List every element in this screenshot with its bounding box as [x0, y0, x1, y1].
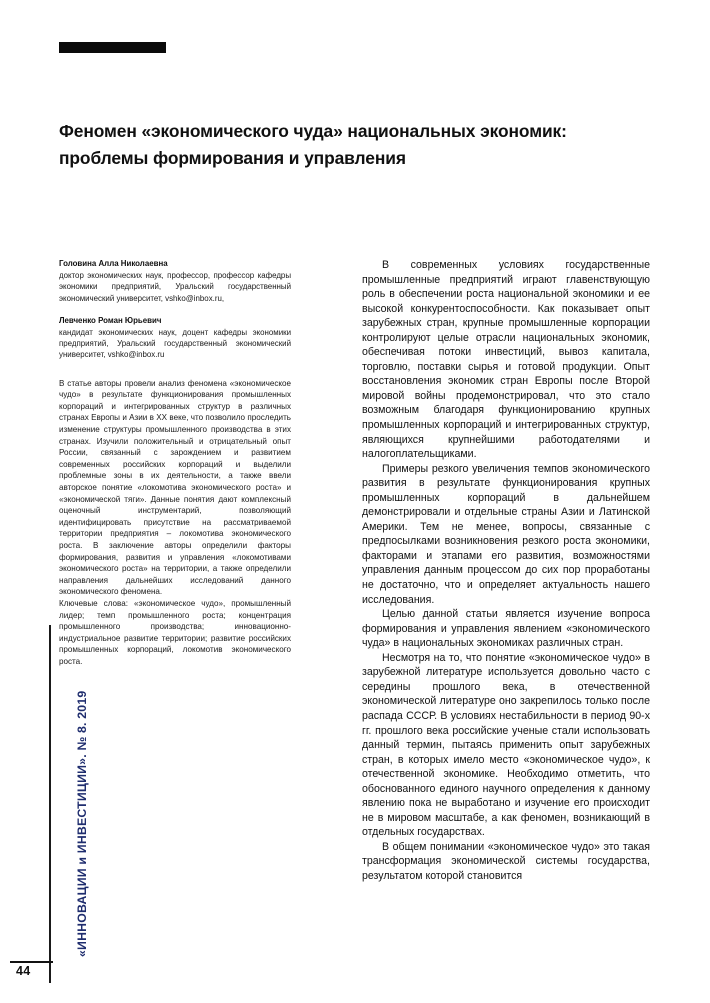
header-black-bar	[59, 42, 166, 53]
body-paragraph: В современных условиях государственные промышленные предприятий играют главенствующую роль в обеспечении роста национальной экономики и ее высокой конкурентоспособности. Как показывает опыт зарубежных стран, крупные промышленные корпорации контролируют целые отрасли национальных экономик, обеспечивая потоки инвестиций, вывоз капитала, торговлю, поставки сырья и готовой продукции. Опыт восстановления экономик стран Европы после Второй мировой войны продемонстрировал, что это стало возможным благодаря функционированию крупных промышленных корпораций и интегрированных структур, являющихся крупнейшими работодателями и налогоплательщиками.	[362, 259, 650, 461]
author-affiliation-1: доктор экономических наук, профессор, профессор кафедры экономики предприятий, Уральский государственный экономический университет, vshko@inbox.ru,	[59, 271, 291, 303]
author-affiliation-2: кандидат экономических наук, доцент кафедры экономики предприятий, Уральский государственный экономический университет, vshko@inbox.ru	[59, 328, 291, 360]
page-number: 44	[16, 964, 31, 978]
left-column	[59, 258, 291, 667]
article-title: Феномен «экономического чуда» национальных экономик: проблемы формирования и управления	[59, 120, 567, 168]
author-name-2: Левченко Роман Юрьевич	[59, 315, 162, 325]
folio-divider	[10, 961, 53, 963]
abstract-text: В статье авторы провели анализ феномена «экономическое чудо» в результате функционирования промышленных корпораций и интегрированных структур в различных странах Европы и Азии в XX веке, что позволило проследить изменение структуры промышленного производства в этих странах. Изучили положительный и отрицательный опыт России, связанный с зарождением и развитием современных российских корпораций и выделили проблемные зоны в их деятельности, а также ввели авторское понятие «локомотива экономического роста» и «экономической тяги». Данные понятия дают комплексный оценочный инструментарий, позволяющий идентифицировать присутствие на рассматриваемой территории предприятия – локомотива экономического роста. В заключение авторы определили факторы формирования, развития и управления «локомотивами экономического роста» на территории, а также определили направления дальнейших исследований данного экономического феномена.	[59, 378, 291, 597]
journal-running-head: «ИННОВАЦИИ и ИНВЕСТИЦИИ». № 8. 2019	[75, 690, 89, 957]
body-paragraph: Примеры резкого увеличения темпов экономического развития в результате функционирования крупных промышленных корпораций в дальнейшем демонстрировали и отдельные страны Азии и Латинской Америки. Тем не менее, вопросы, связанные с предпосылками возникновения резкого роста экономики, факторами и этапами его развития, возможностями управления данным процессом до сих пор проработаны не достаточно, что и определяет актуальность нашего исследования.	[362, 462, 650, 606]
body-paragraph: В общем понимании «экономическое чудо» это такая трансформация экономической системы государства, результатом которой становится	[362, 840, 650, 882]
body-paragraph: Несмотря на то, что понятие «экономическое чудо» в зарубежной литературе используется довольно часто с середины прошлого века, в отечественной экономической литературе оно закрепилось только после распада СССР. В условиях нестабильности в период 90-х гг. прошлого века российские ученые стали использовать данный термин, пытаясь применить опыт зарубежных стран, в которых имело место «экономическое чудо», к отечественной экономике. Необходимо отметить, что обоснованного единого научного определения к данному явлению пока не выработано и изучение его происходит не в мировом масштабе, а как феномен, возникающий в отдельных государствах.	[362, 651, 650, 839]
right-column	[362, 258, 650, 884]
rail-vertical-divider	[49, 625, 51, 983]
keywords-text: Ключевые слова: «экономическое чудо», промышленный лидер; темп промышленного роста; концентрация промышленного производства; инновационно-индустриальное развитие территории; развитие российских промышленных корпораций, локомотив экономического роста.	[59, 598, 291, 666]
body-paragraph: Целью данной статьи является изучение вопроса формирования и управления явлением «экономического чуда» в национальных экономиках различных стран.	[362, 608, 650, 650]
author-name-1: Головина Алла Николаевна	[59, 259, 168, 268]
